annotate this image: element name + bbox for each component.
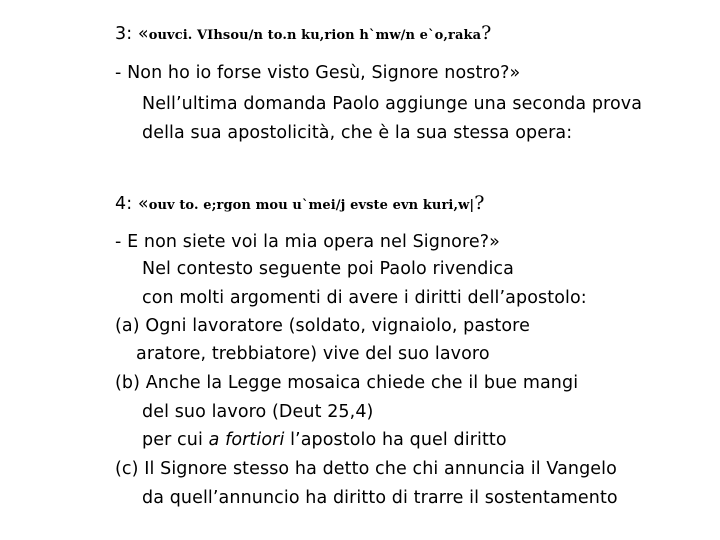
comment-1-line-2: della sua apostolicità, che è la sua stessa opera: xyxy=(142,123,573,143)
point-b-line-2: del suo lavoro (Deut 25,4) xyxy=(142,402,374,422)
point-b-line-3 xyxy=(142,429,507,451)
verse-3-translation: - Non ho io forse visto Gesù, Signore nostro?» xyxy=(115,63,521,83)
verse-3-greek-text: ouvci. VIhsou/n to.n ku,rion h`mw/n e`o,raka xyxy=(148,28,482,43)
point-b-line-3-after: l’apostolo ha quel diritto xyxy=(284,430,507,450)
verse-3-line xyxy=(115,22,491,47)
verse-4-line xyxy=(115,192,485,217)
point-b-line-1: (b) Anche la Legge mosaica chiede che il bue mangi xyxy=(115,373,579,393)
point-b-line-3-before: per cui xyxy=(142,430,209,450)
verse-4-greek-text: ouv to. e;rgon mou u`mei/j evste evn kuri,w| xyxy=(148,198,475,213)
verse-4-translation: - E non siete voi la mia opera nel Signore?» xyxy=(115,232,500,252)
verse-3-number: 3: xyxy=(115,24,133,44)
verse-4-question-mark: ? xyxy=(474,192,485,214)
point-a-line-2: aratore, trebbiatore) vive del suo lavoro xyxy=(136,344,490,364)
point-c-line-1: (c) Il Signore stesso ha detto che chi annuncia il Vangelo xyxy=(115,459,617,479)
verse-3-open-quote: « xyxy=(137,24,149,44)
verse-4-open-quote: « xyxy=(137,194,149,214)
comment-1-line-1: Nell’ultima domanda Paolo aggiunge una seconda prova xyxy=(142,94,643,114)
point-b-italic-phrase: a fortiori xyxy=(208,430,285,450)
verse-3-question-mark: ? xyxy=(481,22,492,44)
comment-2-line-2: con molti argomenti di avere i diritti dell’apostolo: xyxy=(142,288,587,308)
comment-2-line-1: Nel contesto seguente poi Paolo rivendica xyxy=(142,259,514,279)
verse-4-number: 4: xyxy=(115,194,133,214)
point-c-line-2: da quell’annuncio ha diritto di trarre il sostentamento xyxy=(142,488,618,508)
point-a-line-1: (a) Ogni lavoratore (soldato, vignaiolo, pastore xyxy=(115,316,530,336)
